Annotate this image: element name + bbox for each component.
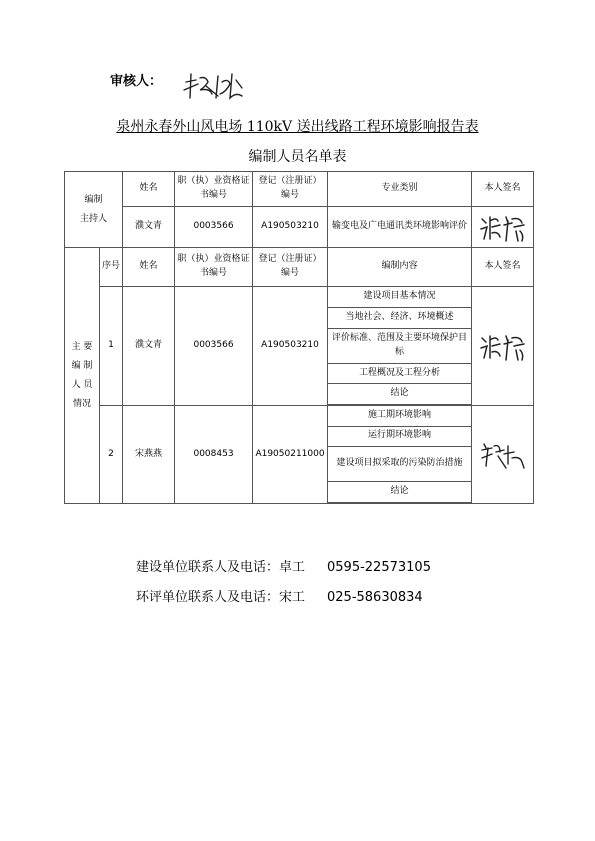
host-cert: 0003566 xyxy=(175,207,253,248)
header-cert: 职（执）业资格证书编号 xyxy=(175,172,253,207)
row-seq: 1 xyxy=(100,287,123,406)
host-name: 濮文青 xyxy=(123,207,175,248)
contact-label: 环评单位联系人及电话：宋工 xyxy=(136,590,306,605)
host-row xyxy=(65,207,534,248)
content-item: 建设项目基本情况 xyxy=(328,287,472,308)
host-signature xyxy=(472,207,534,248)
content-item: 建设项目拟采取的污染防治措施 xyxy=(328,447,472,482)
content-item: 结论 xyxy=(328,384,472,405)
contact-label: 建设单位联系人及电话：卓工 xyxy=(136,560,306,575)
content-item: 工程概况及工程分析 xyxy=(328,363,472,384)
header-cert: 职（执）业资格证书编号 xyxy=(175,248,253,287)
host-section-label: 编制 主持人 xyxy=(65,172,123,248)
header-signature: 本人签名 xyxy=(472,248,534,287)
header-reg: 登记（注册证）编号 xyxy=(253,172,328,207)
header-signature: 本人签名 xyxy=(472,172,534,207)
host-header-row xyxy=(65,172,534,207)
host-specialty: 输变电及广电通讯类环境影响评价 xyxy=(328,207,472,248)
header-specialty: 专业类别 xyxy=(328,172,472,207)
row-reg: A19050211000 xyxy=(253,405,328,503)
content-spacer xyxy=(328,502,472,503)
contact-phone: 0595-22573105 xyxy=(327,560,431,575)
contact-line-assessment xyxy=(136,586,423,605)
reviewer-label: 审核人： xyxy=(110,74,163,89)
document-title: 泉州永春外山风电场 110kV 送出线路工程环境影响报告表 xyxy=(116,119,479,135)
header-name: 姓名 xyxy=(123,172,175,207)
contact-phone: 025-58630834 xyxy=(327,590,423,605)
document-subtitle: 编制人员名单表 xyxy=(248,149,347,165)
row-name: 宋燕燕 xyxy=(123,405,175,503)
header-seq: 序号 xyxy=(100,248,123,287)
content-item: 运行期环境影响 xyxy=(328,426,472,447)
row-signature xyxy=(472,287,534,406)
header-content: 编制内容 xyxy=(328,248,472,287)
header-reg: 登记（注册证）编号 xyxy=(253,248,328,287)
row-reg: A190503210 xyxy=(253,287,328,406)
header-name: 姓名 xyxy=(123,248,175,287)
row-cert: 0003566 xyxy=(175,287,253,406)
content-item: 当地社会、经济、环境概述 xyxy=(328,308,472,329)
row-signature xyxy=(472,405,534,503)
contact-line-construction xyxy=(136,556,431,575)
content-item: 施工期环境影响 xyxy=(328,405,472,426)
main-header-row xyxy=(65,248,534,287)
table-row xyxy=(65,287,534,308)
content-item: 结论 xyxy=(328,482,472,503)
staff-roster-table xyxy=(64,171,534,504)
row-cert: 0008453 xyxy=(175,405,253,503)
table-row xyxy=(65,405,534,426)
main-section-label: 主 要 编 制 人 员 情况 xyxy=(65,248,100,504)
reviewer-signature xyxy=(182,68,246,106)
row-name: 濮文青 xyxy=(123,287,175,406)
content-item: 评价标准、范围及主要环境保护目标 xyxy=(328,328,472,363)
row-seq: 2 xyxy=(100,405,123,503)
host-reg: A190503210 xyxy=(253,207,328,248)
